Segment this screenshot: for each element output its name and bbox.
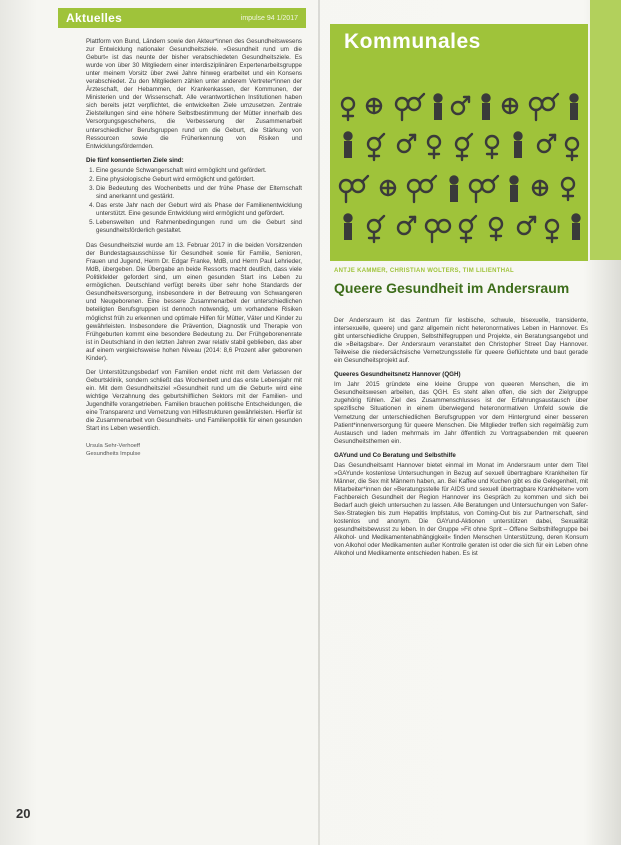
signature-line: Ursula Sehr-Verhoeff bbox=[86, 443, 141, 450]
gender-symbols-graphic bbox=[330, 90, 588, 261]
person-icon bbox=[434, 95, 442, 121]
section-title: Aktuelles bbox=[66, 11, 123, 25]
transgender-symbol-icon bbox=[566, 138, 578, 160]
transgender-symbol-icon bbox=[368, 216, 384, 242]
female-symbol-icon bbox=[490, 218, 502, 240]
person-icon bbox=[510, 177, 518, 203]
male-symbol-icon bbox=[398, 135, 415, 152]
transgender-symbol-icon bbox=[368, 134, 384, 160]
female-symbol-icon bbox=[486, 136, 498, 158]
paragraph: Das Gesundheitsziel wurde am 13. Februar 2017 in die beiden Vorsitzenden der Bundestagsausschüsse für Gesundheit sowie für Familie, Senioren, Frauen und Jugend, Herrn Dr. Edgar Franke, MdB, und Herrn Paul Lehrieder, MdB, übergeben. Die Übergabe an beide Ressorts macht deutlich, dass viele Politikfelder gefordert sind, um einen gesunden Start ins Leben zu ermöglichen. Deutschland verfügt bereits über sehr hohe Standards der Gesundheitsversorgung, insbesondere in der Betreuung von Schwangeren und Neugeborenen. Eine bessere Zusammenarbeit der unterschiedlichen beteiligten Berufsgruppen ist dennoch notwendig, um vorhandene Risiken möglichst früh zu erkennen und optimale Hilfen für Mütter, Väter und Kinder zu gewährleisten. Insbesondere die Prävention, Diagnostik und Therapie von Frühgeburten kommt eine besondere Bedeutung zu. Der Frühgeborenenrate ist in Deutschland in den letzten Jahren zwar relativ stabil geblieben, das aber auf einem vergleichsweise hohen Niveau (2014: 8,6 Prozent aller geborenen Kinder). bbox=[86, 242, 302, 362]
issue-label: impulse 94 1/2017 bbox=[240, 14, 298, 22]
intersex-symbol-icon bbox=[408, 176, 436, 202]
male-symbol-icon bbox=[518, 217, 535, 234]
intersex-symbol-icon bbox=[396, 94, 424, 120]
person-icon bbox=[482, 95, 490, 121]
signature-line: Gesundheits Impulse bbox=[86, 450, 141, 457]
goal-item: 4. Das erste Jahr nach der Geburt wird als Phase der Familienentwicklung unterstützt. Eine gesunde Entwicklung wird ermöglicht und gefördert. bbox=[96, 202, 302, 218]
goal-item: 2. Eine physiologische Geburt wird ermöglicht und gefördert. bbox=[96, 176, 302, 184]
subheading: GAYund und Co Beratung und Selbsthilfe bbox=[334, 451, 456, 459]
person-icon bbox=[514, 133, 522, 159]
paragraph: Der Unterstützungsbedarf von Familien endet nicht mit dem Verlassen der Geburtsklinik, sondern schließt das Wochenbett und das erste Lebensjahr mit ein. Mit dem Gesundheitsziel »Gesundheit rund um die Geburt« wird eine wichtige Verzahnung des geburtshilflichen Sektors mit der Familien- und Jugendhilfe vorangetrieben. Familien brauchen politische Entscheidungen, die eine Transparenz und Vernetzung von Hilfestrukturen gewährleisten. Hierfür ist die Zusammenarbeit von Gesundheits- und Familienpolitik für einen gesunden Start ins Leben wesentlich. bbox=[86, 368, 302, 433]
paragraph: Im Jahr 2015 gründete eine kleine Gruppe von queeren Menschen, die im Gesundheitswesen arbeiten, das QGH. Es steht allen offen, die sich der Zielgruppe zugehörig fühlen. Ziel des Zusammenschlusses ist der Erfahrungsaustausch über spezifische Situationen in einem überwiegend heteronormativen Umfeld sowie die Vernetzung der unterschiedlichen Berufsgruppen vor dem Hintergrund einer besseren Patient*innenversorgung für queere Menschen. Die Mitglieder treffen sich regelmäßig zum Austausch und laden mehrmals im Jahr öffentlich zu Vortragsabenden mit queeren Gesundheitsthemen ein. bbox=[334, 381, 588, 445]
paragraph: Der Andersraum ist das Zentrum für lesbische, schwule, bisexuelle, transidente, intersexuelle, queere) und ganz allgemein nicht heteronormatives Leben in Hannover. Es gibt unterschiedliche Gruppen, Selbsthilfegruppen und Projekte, ein Beratungsangebot und die »Beitagsbar«. Der Andersraum veranstaltet den Christopher Street Day Hannover. Teilweise die niedersächsische Vernetzungsstelle für queere Geflüchtete und baut gerade ein Gesundheitsprojekt auf. bbox=[334, 317, 588, 365]
intersex-symbol-icon bbox=[426, 220, 450, 242]
goals-list bbox=[86, 167, 302, 235]
article-authors: ANTJE KAMMER, CHRISTIAN WOLTERS, TIM LILIENTHAL bbox=[334, 268, 514, 274]
subheading: Queeres Gesundheitsnetz Hannover (QGH) bbox=[334, 371, 461, 379]
male-symbol-icon bbox=[398, 217, 415, 234]
intersex-symbol-icon bbox=[340, 176, 368, 202]
section-title: Kommunales bbox=[344, 30, 481, 53]
person-icon bbox=[344, 215, 352, 241]
signature bbox=[86, 443, 302, 458]
page-edge-tab bbox=[590, 0, 621, 260]
male-symbol-icon bbox=[452, 97, 469, 114]
paragraph: Plattform von Bund, Ländern sowie den Akteur*innen des Gesundheitswesens zur Entwicklung nationaler Gesundheitsziele. »Gesundheit rund um die Geburt« ist das neunte der bisher verabschiedeten Gesundheitsziele. Es wurde von über 30 Mitgliedern einer interdisziplinären Expertenarbeitsgruppe unter meinem Vorsitz über zwei Jahre hinweg erarbeitet und ein Konsens verabschiedet. Zu den Mitgliedern zählen unter anderem Vertreter*innen der Ärzteschaft, der Hebammen, der Krankenkassen, der Kommunen, der Ministerien und der Wissenschaft. Alle verantwortlichen Institutionen haben sich bereits jetzt verpflichtet, die entwickelten Ziele umzusetzen. Zentrale Zielstellungen sind eine höhere Selbstbestimmung der Mütter innerhalb des Versorgungsgeschehens, die Verbesserung der Zusammenarbeit unterschiedlicher Berufsgruppen rund um die Geburt, die Stärkung von Ressourcen sowie die Früherkennung von Risiken und Entwicklungsfördernden. bbox=[86, 38, 302, 150]
article-title: Queere Gesundheit im Andersraum bbox=[334, 280, 570, 296]
person-icon bbox=[572, 215, 580, 241]
goal-item: 5. Lebenswelten und Rahmenbedingungen rund um die Geburt sind gesundheitsförderlich gestaltet. bbox=[96, 219, 302, 235]
left-article-body bbox=[86, 38, 302, 458]
person-icon bbox=[344, 133, 352, 159]
male-symbol-icon bbox=[538, 135, 555, 152]
androgyne-symbol-icon bbox=[503, 99, 517, 113]
transgender-symbol-icon bbox=[546, 220, 558, 242]
page-spine bbox=[318, 0, 320, 845]
person-icon bbox=[450, 177, 458, 203]
person-icon bbox=[570, 95, 578, 121]
female-symbol-icon bbox=[342, 98, 354, 120]
section-header-kommunales bbox=[330, 24, 588, 261]
intersex-symbol-icon bbox=[530, 94, 558, 120]
female-symbol-icon bbox=[428, 136, 440, 158]
page-number: 20 bbox=[16, 806, 31, 821]
goals-heading: Die fünf konsentierten Ziele sind: bbox=[86, 156, 184, 164]
right-article-body bbox=[334, 317, 588, 564]
female-symbol-icon bbox=[562, 178, 574, 200]
androgyne-symbol-icon bbox=[381, 181, 395, 195]
goal-item: 1. Eine gesunde Schwangerschaft wird ermöglicht und gefördert. bbox=[96, 167, 302, 175]
transgender-symbol-icon bbox=[456, 134, 472, 160]
section-header-aktuelles bbox=[58, 8, 306, 28]
transgender-symbol-icon bbox=[460, 216, 476, 242]
androgyne-symbol-icon bbox=[367, 99, 381, 113]
goal-item: 3. Die Bedeutung des Wochenbetts und der frühe Phase der Elternschaft sind anerkannt und gestärkt. bbox=[96, 185, 302, 201]
intersex-symbol-icon bbox=[470, 176, 498, 202]
paragraph: Das Gesundheitsamt Hannover bietet einmal im Monat im Andersraum unter dem Titel »GAYund« kostenlose Untersuchungen in Bezug auf sexuell übertragbare Krankheiten für Männer, die Sex mit Männern haben, an. Bei Kaffee und Kuchen gibt es die Gelegenheit, mit Mitarbeiter*innen der »Beratungsstelle für AIDS und sexuell übertragbare Krankheiten« vom Fachbereich Gesundheit der Region Hannover ins Gespräch zu kommen und sich bei Bedarf auch gleich untersuchen zu lassen. Alle Beratungen und Untersuchungen von Safer-Sex-Strategien bis zum Hepatitis Impfstatus, von Coming-Out bis zur Partnerschaft, sind kostenlos und anonym. Die GAYund-Aktionen unterstützen dabei, Sexualität gesundheitsbewusst zu leben. In der Gruppe »Fit ohne Sprit – Offene Selbsthilfegruppe bei Alkohol- und Medikamentenabhängigkeit« finden Menschen Unterstützung, deren Konsum von Alkohol oder Medikamenten außer Kontrolle geraten ist oder die sich für ein Leben ohne Alkohol und Medikamente entschieden haben. Es ist bbox=[334, 461, 588, 558]
androgyne-symbol-icon bbox=[533, 181, 547, 195]
